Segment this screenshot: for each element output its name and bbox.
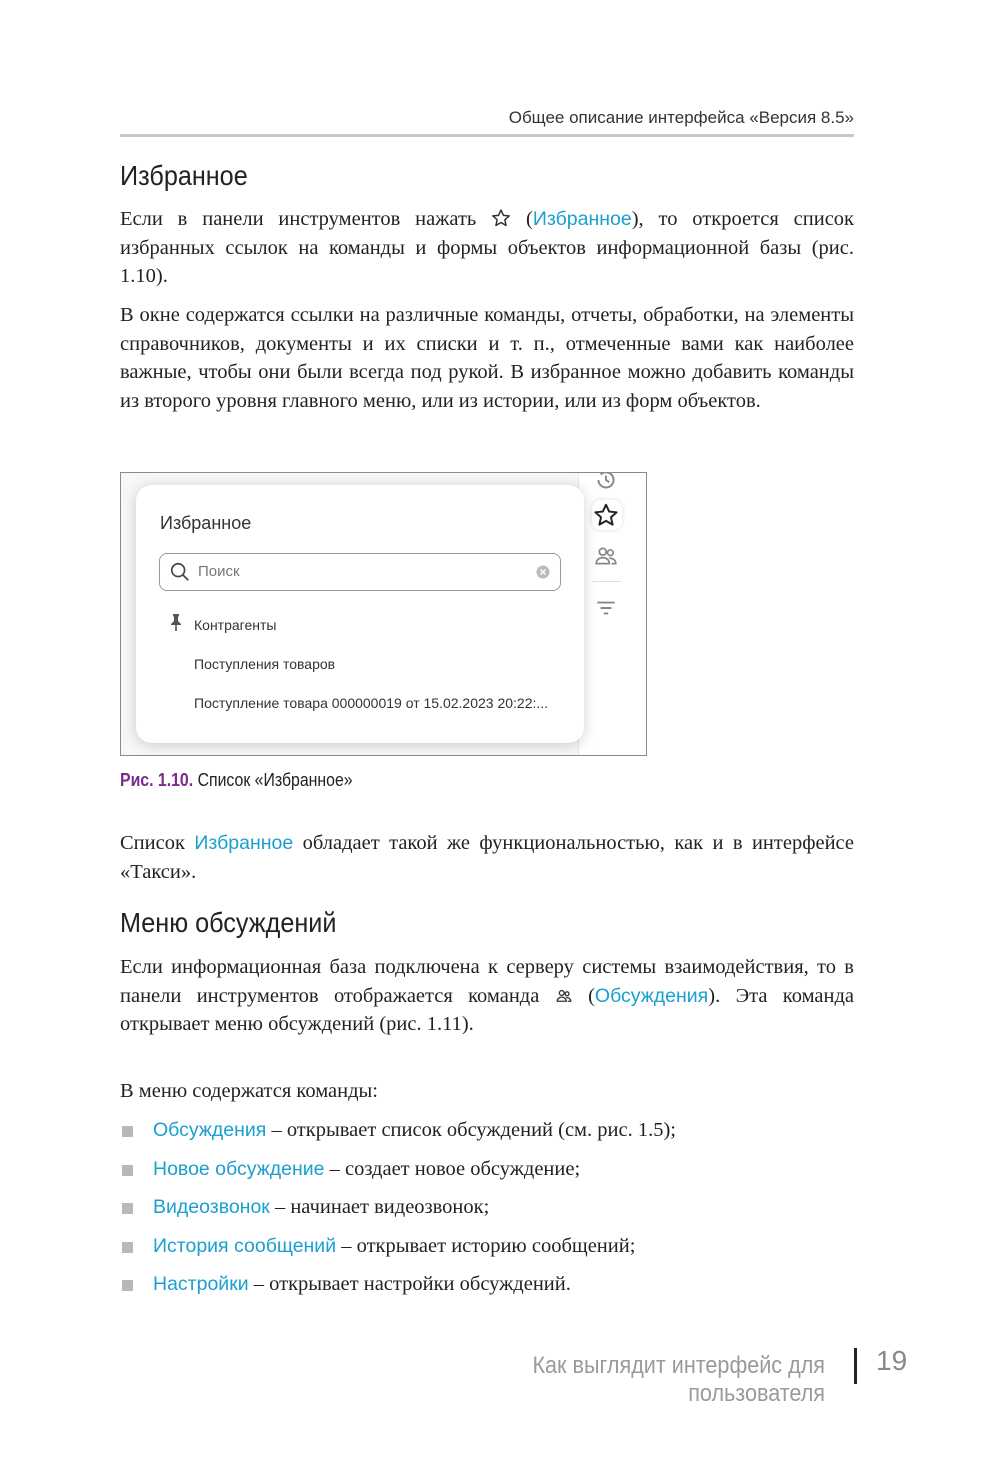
paragraph-discussions-intro: Если информационная база подключена к серверу системы взаимодействия, то в панели инструментов отображается команда (Обсуждения). Эта команда открывает меню обсуждений (рис. 1.11). bbox=[120, 956, 854, 1035]
link-favorites[interactable]: Избранное bbox=[532, 208, 632, 230]
paragraph-favorites-content: В окне содержатся ссылки на различные команды, отчеты, обработки, на элементы справочников, документы и их списки и т. п., отмеченные вами как наиболее важные, чтобы они были всегда под рукой. В избранное можно добавить команды из второго уровня главного меню, или из истории, или из форм объектов. bbox=[120, 304, 854, 412]
link-favorites-2[interactable]: Избранное bbox=[194, 832, 294, 854]
bullet-square bbox=[122, 1126, 133, 1137]
running-header: Общее описание интерфейса «Версия 8.5» bbox=[120, 108, 854, 137]
section-heading-favorites: Избранное bbox=[120, 160, 248, 191]
list-item: Новое обсуждение – создает новое обсуждение; bbox=[120, 1154, 854, 1193]
list-item: Настройки – открывает настройки обсуждений. bbox=[120, 1269, 854, 1308]
paragraph-favorites-intro: Если в панели инструментов нажать (Избранное), то откроется список избранных ссылок на команды и формы объектов информационной базы (рис. 1.10). bbox=[120, 208, 855, 287]
star-icon[interactable] bbox=[593, 502, 619, 528]
list-item: Видеозвонок – начинает видеозвонок; bbox=[120, 1192, 854, 1231]
toolbar-divider bbox=[593, 581, 621, 582]
people-icon bbox=[555, 987, 573, 1005]
section-heading-discussions: Меню обсуждений bbox=[120, 907, 337, 938]
footer-chapter-title: Как выглядит интерфейс для пользователя bbox=[532, 1352, 825, 1407]
clear-icon[interactable] bbox=[536, 565, 550, 579]
link-discussions[interactable]: Обсуждения bbox=[594, 984, 709, 1007]
link-message-history[interactable]: История сообщений bbox=[153, 1234, 337, 1257]
pin-icon bbox=[168, 613, 184, 631]
bullet-square bbox=[122, 1242, 133, 1253]
history-icon[interactable] bbox=[593, 472, 619, 493]
paragraph-menu-commands: В меню содержатся команды: bbox=[120, 1080, 378, 1102]
people-icon[interactable] bbox=[593, 543, 619, 569]
figure-favorites-screenshot bbox=[120, 472, 647, 756]
star-icon bbox=[491, 208, 511, 228]
link-discussions-item[interactable]: Обсуждения bbox=[153, 1119, 267, 1141]
filter-icon[interactable] bbox=[593, 595, 619, 621]
figure-caption: Рис. 1.10. Список «Избранное» bbox=[120, 770, 353, 790]
link-settings[interactable]: Настройки bbox=[153, 1273, 249, 1295]
list-item: История сообщений – открывает историю сообщений; bbox=[120, 1231, 854, 1270]
search-placeholder: Поиск bbox=[198, 563, 240, 580]
favorites-popup bbox=[136, 485, 584, 743]
search-icon bbox=[169, 561, 191, 583]
link-new-discussion[interactable]: Новое обсуждение bbox=[153, 1157, 325, 1180]
commands-list bbox=[120, 1115, 854, 1308]
bullet-square bbox=[122, 1280, 133, 1291]
list-item[interactable]: Контрагенты bbox=[194, 617, 277, 633]
bullet-square bbox=[122, 1165, 133, 1176]
bullet-square bbox=[122, 1203, 133, 1214]
page-number: 19 bbox=[876, 1345, 908, 1376]
search-input[interactable] bbox=[159, 553, 561, 591]
list-item[interactable]: Поступления товаров bbox=[194, 656, 336, 672]
list-item: Обсуждения – открывает список обсуждений (см. рис. 1.5); bbox=[120, 1115, 854, 1154]
paragraph-favorites-functionality: Список Избранное обладает такой же функциональностью, как и в интерфейсе «Такси». bbox=[120, 832, 855, 883]
popup-title: Избранное bbox=[160, 513, 252, 533]
toolbar-panel bbox=[578, 473, 647, 755]
footer-divider bbox=[854, 1348, 857, 1384]
link-video-call[interactable]: Видеозвонок bbox=[153, 1196, 270, 1218]
list-item[interactable]: Поступление товара 000000019 от 15.02.2023 20:22:... bbox=[194, 695, 549, 711]
